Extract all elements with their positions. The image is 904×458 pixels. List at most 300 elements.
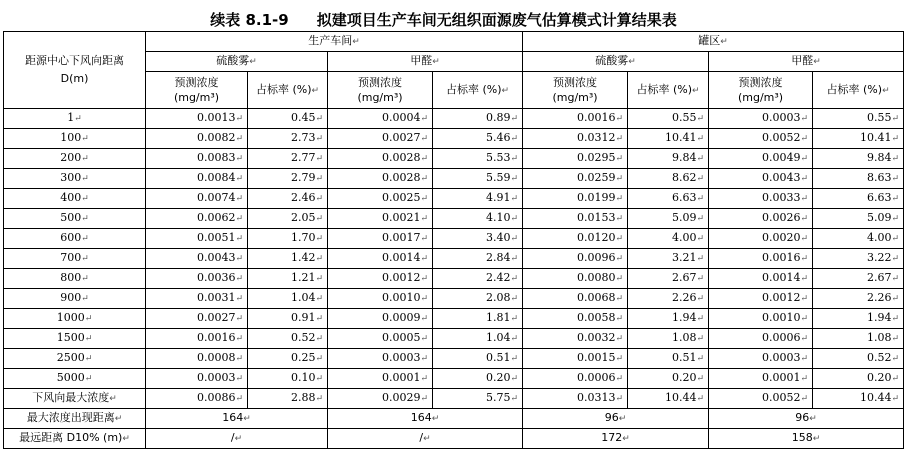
ratio-cell: 0.55↵: [813, 109, 904, 129]
ratio-cell: 3.21↵: [628, 249, 709, 269]
ratio-cell: 2.67↵: [628, 269, 709, 289]
paragraph-mark: ↵: [800, 214, 809, 224]
paragraph-mark: ↵: [420, 374, 428, 384]
paragraph-mark: ↵: [615, 294, 624, 304]
max-concentration-cell: 0.0029↵: [328, 389, 433, 409]
table-row: [4, 109, 904, 129]
table-row: [4, 329, 904, 349]
paragraph-mark: ↵: [510, 334, 519, 344]
concentration-cell: 0.0013↵: [146, 109, 248, 129]
ratio-cell: 2.73↵: [248, 129, 328, 149]
paragraph-mark: ↵: [800, 354, 809, 364]
ratio-cell: 1.08↵: [628, 329, 709, 349]
paragraph-mark: ↵: [243, 414, 251, 424]
paragraph-mark: ↵: [615, 234, 624, 244]
ratio-cell: 8.63↵: [813, 169, 904, 189]
paragraph-mark: ↵: [315, 374, 323, 384]
paragraph-mark: ↵: [696, 214, 705, 224]
concentration-cell: 0.0083↵: [146, 149, 248, 169]
max-distance-row-label: 最大浓度出现距离↵: [4, 409, 146, 429]
concentration-cell: 0.0049↵: [709, 149, 813, 169]
paragraph-mark: ↵: [696, 174, 705, 184]
concentration-cell: 0.0021↵: [328, 209, 433, 229]
paragraph-mark: ↵: [891, 154, 900, 164]
max-ratio-cell: 5.75↵: [433, 389, 523, 409]
paragraph-mark: ↵: [431, 414, 440, 424]
concentration-cell: 0.0003↵: [328, 349, 433, 369]
ratio-cell: 2.77↵: [248, 149, 328, 169]
concentration-cell: 0.0027↵: [328, 129, 433, 149]
concentration-cell: 0.0010↵: [328, 289, 433, 309]
paragraph-mark: ↵: [420, 334, 428, 344]
ratio-cell: 9.84↵: [628, 149, 709, 169]
paragraph-mark: ↵: [315, 234, 323, 244]
ratio-cell: 6.63↵: [813, 189, 904, 209]
concentration-cell: 0.0014↵: [709, 269, 813, 289]
paragraph-mark: ↵: [235, 254, 243, 264]
paragraph-mark: ↵: [696, 374, 705, 384]
paragraph-mark: ↵: [891, 254, 900, 264]
ratio-cell: 2.08↵: [433, 289, 523, 309]
paragraph-mark: ↵: [696, 334, 705, 344]
concentration-cell: 0.0084↵: [146, 169, 248, 189]
paragraph-mark: ↵: [615, 174, 624, 184]
paragraph-mark: ↵: [315, 394, 323, 404]
concentration-cell: 0.0009↵: [328, 309, 433, 329]
concentration-cell: 0.0006↵: [523, 369, 628, 389]
ratio-cell: 3.40↵: [433, 229, 523, 249]
paragraph-mark: ↵: [352, 37, 360, 47]
ratio-cell: 1.81↵: [433, 309, 523, 329]
table-row: [4, 349, 904, 369]
distance-cell: 500↵: [4, 209, 146, 229]
table-row: [4, 269, 904, 289]
concentration-cell: 0.0016↵: [523, 109, 628, 129]
max-ratio-cell: 10.44↵: [628, 389, 709, 409]
paragraph-mark: ↵: [615, 374, 624, 384]
paragraph-mark: ↵: [315, 254, 323, 264]
ratio-cell: 4.91↵: [433, 189, 523, 209]
max-distance-row-value: 164↵: [328, 409, 523, 429]
farthest-distance-row: [4, 429, 904, 449]
paragraph-mark: ↵: [800, 294, 809, 304]
paragraph-mark: ↵: [235, 214, 243, 224]
paragraph-mark: ↵: [692, 85, 700, 96]
paragraph-mark: ↵: [628, 57, 636, 67]
concentration-cell: 0.0199↵: [523, 189, 628, 209]
paragraph-mark: ↵: [510, 214, 519, 224]
concentration-cell: 0.0080↵: [523, 269, 628, 289]
ratio-cell: 0.20↵: [628, 369, 709, 389]
corner-header-line1: 距源中心下风向距离: [25, 54, 124, 67]
distance-cell: 1500↵: [4, 329, 146, 349]
paragraph-mark: ↵: [622, 434, 630, 444]
ratio-header: 占标率 (%)↵: [628, 72, 709, 109]
paragraph-mark: ↵: [510, 394, 519, 404]
ratio-cell: 0.52↵: [813, 349, 904, 369]
conc-header-unit: (mg/m³): [357, 91, 403, 104]
concentration-cell: 0.0043↵: [146, 249, 248, 269]
paragraph-mark: ↵: [315, 154, 323, 164]
ratio-cell: 5.59↵: [433, 169, 523, 189]
paragraph-mark: ↵: [235, 374, 243, 384]
concentration-cell: 0.0082↵: [146, 129, 248, 149]
paragraph-mark: ↵: [891, 194, 900, 204]
conc-header-unit: (mg/m³): [552, 91, 598, 104]
paragraph-mark: ↵: [891, 314, 900, 324]
table-number: 续表 8.1-9: [210, 11, 289, 29]
concentration-cell: 0.0003↵: [146, 369, 248, 389]
paragraph-mark: ↵: [420, 174, 428, 184]
ratio-cell: 0.25↵: [248, 349, 328, 369]
concentration-cell: 0.0017↵: [328, 229, 433, 249]
concentration-cell: 0.0096↵: [523, 249, 628, 269]
ratio-cell: 8.62↵: [628, 169, 709, 189]
table-row: [4, 129, 904, 149]
paragraph-mark: ↵: [891, 234, 900, 244]
paragraph-mark: ↵: [420, 394, 428, 404]
max-concentration-cell: 0.0086↵: [146, 389, 248, 409]
paragraph-mark: ↵: [809, 414, 817, 424]
paragraph-mark: ↵: [81, 234, 89, 244]
paragraph-mark: ↵: [235, 314, 243, 324]
paragraph-mark: ↵: [235, 174, 243, 184]
concentration-cell: 0.0043↵: [709, 169, 813, 189]
paragraph-mark: ↵: [615, 354, 624, 364]
paragraph-mark: ↵: [800, 154, 809, 164]
paragraph-mark: ↵: [696, 294, 705, 304]
paragraph-mark: ↵: [720, 37, 728, 47]
max-distance-row-value: 164↵: [146, 409, 328, 429]
paragraph-mark: ↵: [74, 114, 82, 124]
conc-header-label: 预测浓度: [738, 76, 783, 89]
paragraph-mark: ↵: [615, 254, 624, 264]
paragraph-mark: ↵: [315, 354, 323, 364]
concentration-cell: 0.0052↵: [709, 129, 813, 149]
paragraph-mark: ↵: [81, 294, 89, 304]
ratio-cell: 1.70↵: [248, 229, 328, 249]
paragraph-mark: ↵: [696, 154, 705, 164]
paragraph-mark: ↵: [114, 414, 123, 424]
concentration-cell: 0.0068↵: [523, 289, 628, 309]
conc-header: [523, 72, 628, 109]
concentration-cell: 0.0005↵: [328, 329, 433, 349]
pollutant-header: 甲醛↵: [328, 52, 523, 72]
paragraph-mark: ↵: [234, 434, 243, 444]
conc-header: [328, 72, 433, 109]
distance-cell: 700↵: [4, 249, 146, 269]
table-row: [4, 189, 904, 209]
paragraph-mark: ↵: [122, 434, 130, 444]
table-row: [4, 369, 904, 389]
concentration-cell: 0.0012↵: [709, 289, 813, 309]
conc-header-label: 预测浓度: [358, 76, 402, 89]
table-body: [4, 32, 904, 449]
concentration-cell: 0.0008↵: [146, 349, 248, 369]
ratio-cell: 1.08↵: [813, 329, 904, 349]
max-concentration-row: [4, 389, 904, 409]
paragraph-mark: ↵: [420, 234, 428, 244]
paragraph-mark: ↵: [800, 254, 809, 264]
concentration-cell: 0.0004↵: [328, 109, 433, 129]
paragraph-mark: ↵: [891, 374, 900, 384]
ratio-cell: 2.67↵: [813, 269, 904, 289]
paragraph-mark: ↵: [615, 134, 624, 144]
paragraph-mark: ↵: [615, 314, 624, 324]
table-row: [4, 149, 904, 169]
ratio-cell: 1.04↵: [248, 289, 328, 309]
paragraph-mark: ↵: [510, 354, 519, 364]
paragraph-mark: ↵: [315, 174, 323, 184]
ratio-cell: 0.20↵: [433, 369, 523, 389]
paragraph-mark: ↵: [235, 334, 243, 344]
paragraph-mark: ↵: [891, 294, 900, 304]
paragraph-mark: ↵: [109, 394, 117, 404]
table-title: [0, 9, 887, 30]
distance-cell: 2500↵: [4, 349, 146, 369]
paragraph-mark: ↵: [420, 294, 428, 304]
paragraph-mark: ↵: [615, 114, 624, 124]
ratio-cell: 1.04↵: [433, 329, 523, 349]
ratio-cell: 0.20↵: [813, 369, 904, 389]
ratio-cell: 0.51↵: [628, 349, 709, 369]
concentration-cell: 0.0025↵: [328, 189, 433, 209]
ratio-cell: 10.41↵: [628, 129, 709, 149]
paragraph-mark: ↵: [432, 57, 440, 67]
ratio-cell: 0.55↵: [628, 109, 709, 129]
ratio-cell: 1.94↵: [813, 309, 904, 329]
paragraph-mark: ↵: [800, 274, 809, 284]
ratio-cell: 2.26↵: [628, 289, 709, 309]
paragraph-mark: ↵: [81, 194, 89, 204]
pollutant-header: 甲醛↵: [709, 52, 904, 72]
max-concentration-cell: 0.0313↵: [523, 389, 628, 409]
paragraph-mark: ↵: [800, 174, 809, 184]
paragraph-mark: ↵: [235, 274, 243, 284]
pollutant-header: 硫酸雾↵: [523, 52, 709, 72]
paragraph-mark: ↵: [696, 114, 705, 124]
results-table: [3, 31, 904, 449]
paragraph-mark: ↵: [800, 394, 809, 404]
paragraph-mark: ↵: [315, 314, 323, 324]
conc-header: [709, 72, 813, 109]
corner-header: [4, 32, 146, 109]
distance-cell: 100↵: [4, 129, 146, 149]
paragraph-mark: ↵: [615, 194, 624, 204]
paragraph-mark: ↵: [420, 314, 428, 324]
concentration-cell: 0.0120↵: [523, 229, 628, 249]
ratio-cell: 0.10↵: [248, 369, 328, 389]
concentration-cell: 0.0001↵: [328, 369, 433, 389]
paragraph-mark: ↵: [420, 134, 428, 144]
ratio-cell: 0.91↵: [248, 309, 328, 329]
paragraph-mark: ↵: [501, 85, 510, 96]
paragraph-mark: ↵: [420, 214, 428, 224]
concentration-cell: 0.0051↵: [146, 229, 248, 249]
concentration-cell: 0.0028↵: [328, 149, 433, 169]
paragraph-mark: ↵: [510, 194, 519, 204]
concentration-cell: 0.0015↵: [523, 349, 628, 369]
paragraph-mark: ↵: [891, 354, 900, 364]
paragraph-mark: ↵: [235, 134, 243, 144]
ratio-cell: 2.84↵: [433, 249, 523, 269]
paragraph-mark: ↵: [315, 294, 323, 304]
concentration-cell: 0.0012↵: [328, 269, 433, 289]
distance-cell: 1↵: [4, 109, 146, 129]
paragraph-mark: ↵: [891, 134, 900, 144]
paragraph-mark: ↵: [813, 57, 821, 67]
paragraph-mark: ↵: [891, 334, 900, 344]
distance-cell: 400↵: [4, 189, 146, 209]
distance-cell: 800↵: [4, 269, 146, 289]
paragraph-mark: ↵: [420, 274, 428, 284]
paragraph-mark: ↵: [800, 194, 809, 204]
farthest-distance-row-value: /↵: [146, 429, 328, 449]
paragraph-mark: ↵: [615, 274, 624, 284]
paragraph-mark: ↵: [510, 274, 519, 284]
ratio-cell: 1.21↵: [248, 269, 328, 289]
concentration-cell: 0.0062↵: [146, 209, 248, 229]
concentration-cell: 0.0028↵: [328, 169, 433, 189]
paragraph-mark: ↵: [315, 334, 323, 344]
paragraph-mark: ↵: [615, 334, 624, 344]
paragraph-mark: ↵: [510, 134, 519, 144]
paragraph-mark: ↵: [420, 114, 428, 124]
paragraph-mark: ↵: [800, 334, 809, 344]
paragraph-mark: ↵: [891, 394, 900, 404]
concentration-cell: 0.0033↵: [709, 189, 813, 209]
table-row: [4, 309, 904, 329]
ratio-cell: 4.00↵: [628, 229, 709, 249]
paragraph-mark: ↵: [696, 234, 705, 244]
paragraph-mark: ↵: [315, 194, 323, 204]
paragraph-mark: ↵: [800, 114, 809, 124]
table-row: [4, 209, 904, 229]
max-ratio-cell: 2.88↵: [248, 389, 328, 409]
paragraph-mark: ↵: [510, 174, 519, 184]
paragraph-mark: ↵: [891, 174, 900, 184]
concentration-cell: 0.0295↵: [523, 149, 628, 169]
concentration-cell: 0.0259↵: [523, 169, 628, 189]
max-distance-row-value: 96↵: [709, 409, 904, 429]
paragraph-mark: ↵: [696, 134, 705, 144]
concentration-cell: 0.0010↵: [709, 309, 813, 329]
paragraph-mark: ↵: [81, 154, 89, 164]
paragraph-mark: ↵: [510, 114, 519, 124]
ratio-cell: 9.84↵: [813, 149, 904, 169]
paragraph-mark: ↵: [84, 314, 93, 324]
ratio-cell: 4.00↵: [813, 229, 904, 249]
paragraph-mark: ↵: [235, 354, 243, 364]
farthest-distance-row-value: /↵: [328, 429, 523, 449]
paragraph-mark: ↵: [420, 194, 428, 204]
ratio-cell: 5.46↵: [433, 129, 523, 149]
ratio-cell: 2.79↵: [248, 169, 328, 189]
farthest-distance-row-value: 172↵: [523, 429, 709, 449]
concentration-cell: 0.0003↵: [709, 349, 813, 369]
concentration-cell: 0.0016↵: [709, 249, 813, 269]
ratio-cell: 2.46↵: [248, 189, 328, 209]
conc-header-unit: (mg/m³): [737, 91, 784, 104]
ratio-header: 占标率 (%)↵: [433, 72, 523, 109]
table-row: [4, 289, 904, 309]
paragraph-mark: ↵: [800, 314, 809, 324]
paragraph-mark: ↵: [315, 274, 323, 284]
ratio-cell: 6.63↵: [628, 189, 709, 209]
distance-cell: 5000↵: [4, 369, 146, 389]
concentration-cell: 0.0074↵: [146, 189, 248, 209]
paragraph-mark: ↵: [891, 274, 900, 284]
concentration-cell: 0.0014↵: [328, 249, 433, 269]
max-concentration-label: 下风向最大浓度↵: [4, 389, 146, 409]
paragraph-mark: ↵: [510, 374, 519, 384]
paragraph-mark: ↵: [81, 134, 89, 144]
concentration-cell: 0.0001↵: [709, 369, 813, 389]
distance-cell: 300↵: [4, 169, 146, 189]
concentration-cell: 0.0026↵: [709, 209, 813, 229]
concentration-cell: 0.0006↵: [709, 329, 813, 349]
paragraph-mark: ↵: [615, 214, 624, 224]
paragraph-mark: ↵: [84, 354, 93, 364]
max-distance-row-value: 96↵: [523, 409, 709, 429]
concentration-cell: 0.0058↵: [523, 309, 628, 329]
concentration-cell: 0.0032↵: [523, 329, 628, 349]
table-row: [4, 169, 904, 189]
distance-cell: 200↵: [4, 149, 146, 169]
conc-header: [146, 72, 248, 109]
concentration-cell: 0.0016↵: [146, 329, 248, 349]
distance-cell: 900↵: [4, 289, 146, 309]
paragraph-mark: ↵: [84, 334, 93, 344]
paragraph-mark: ↵: [235, 234, 243, 244]
ratio-cell: 2.42↵: [433, 269, 523, 289]
ratio-header: 占标率 (%)↵: [248, 72, 328, 109]
paragraph-mark: ↵: [311, 85, 320, 96]
paragraph-mark: ↵: [696, 314, 705, 324]
paragraph-mark: ↵: [800, 234, 809, 244]
pollutant-header: 硫酸雾↵: [146, 52, 328, 72]
paragraph-mark: ↵: [81, 214, 89, 224]
paragraph-mark: ↵: [696, 194, 705, 204]
group-header-tank: 罐区↵: [523, 32, 904, 52]
paragraph-mark: ↵: [510, 234, 519, 244]
paragraph-mark: ↵: [800, 374, 809, 384]
conc-header-label: 预测浓度: [553, 76, 598, 89]
paragraph-mark: ↵: [882, 85, 890, 96]
paragraph-mark: ↵: [696, 274, 705, 284]
max-distance-row: [4, 409, 904, 429]
paragraph-mark: ↵: [420, 154, 428, 164]
paragraph-mark: ↵: [812, 434, 821, 444]
ratio-cell: 2.26↵: [813, 289, 904, 309]
ratio-header: 占标率 (%)↵: [813, 72, 904, 109]
paragraph-mark: ↵: [891, 214, 900, 224]
paragraph-mark: ↵: [249, 57, 257, 67]
ratio-cell: 4.10↵: [433, 209, 523, 229]
farthest-distance-row-label: 最远距离 D10% (m)↵: [4, 429, 146, 449]
paragraph-mark: ↵: [235, 394, 243, 404]
paragraph-mark: ↵: [235, 154, 243, 164]
farthest-distance-row-value: 158↵: [709, 429, 904, 449]
ratio-cell: 1.42↵: [248, 249, 328, 269]
concentration-cell: 0.0031↵: [146, 289, 248, 309]
corner-header-line2: D(m): [60, 72, 89, 85]
paragraph-mark: ↵: [84, 374, 93, 384]
concentration-cell: 0.0036↵: [146, 269, 248, 289]
ratio-cell: 2.05↵: [248, 209, 328, 229]
ratio-cell: 3.22↵: [813, 249, 904, 269]
paragraph-mark: ↵: [315, 134, 323, 144]
